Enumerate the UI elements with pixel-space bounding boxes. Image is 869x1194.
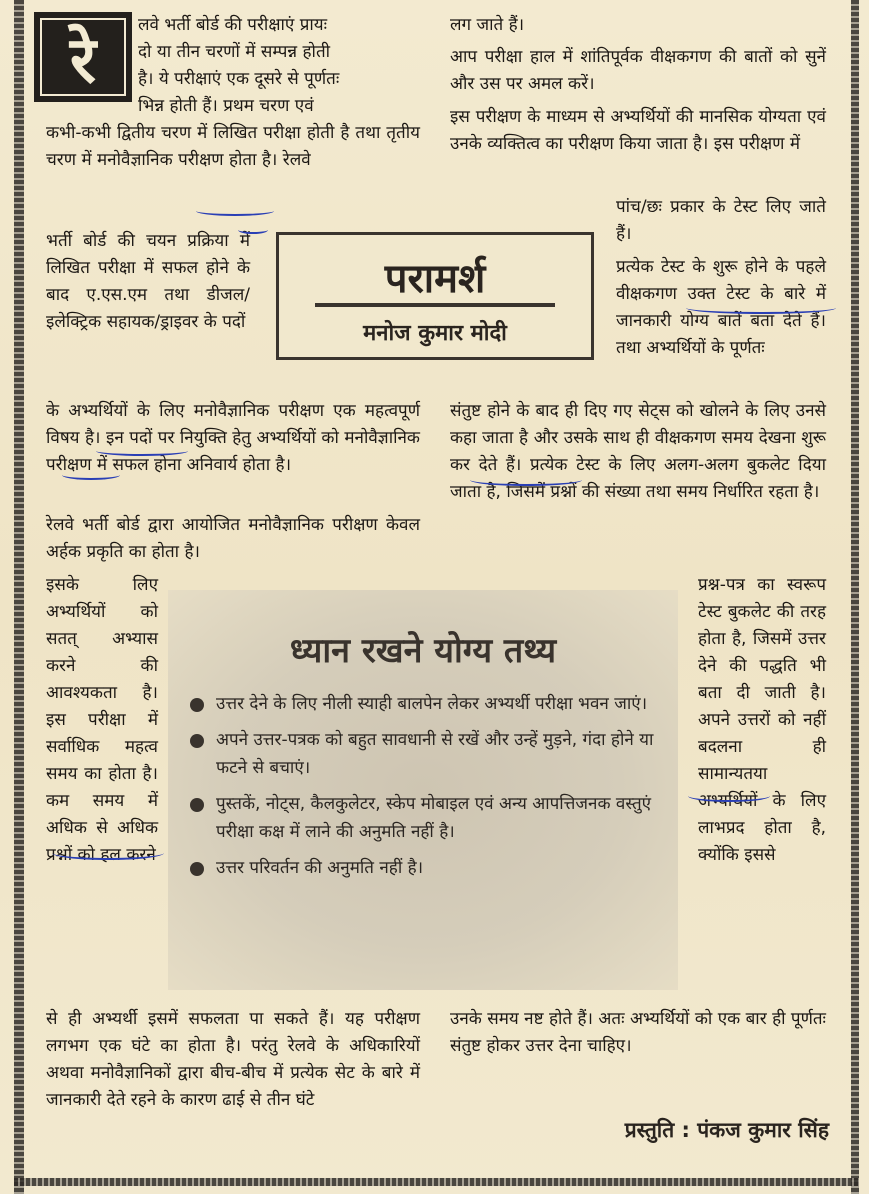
right-paragraph-3-narrow — [616, 194, 826, 250]
left-paragraph-4 — [46, 1006, 420, 1146]
pen-underline — [62, 470, 120, 480]
pen-underline — [470, 474, 582, 486]
list-item — [190, 690, 660, 718]
left-border — [14, 0, 24, 1194]
list-item-text: उत्तर परिवर्तन की अनुमति नहीं है। — [216, 858, 424, 878]
title-rule — [315, 303, 555, 307]
list-item — [190, 790, 660, 846]
pen-underline — [688, 790, 770, 802]
left-paragraph-4-narrow — [46, 572, 158, 1004]
intro-lines — [138, 12, 420, 120]
bullet-icon — [190, 734, 204, 748]
right-paragraph-2 — [450, 44, 826, 100]
intro-line: भिन्न होती हैं। प्रथम चरण एवं — [138, 96, 314, 116]
intro-line: दो या तीन चरणों में सम्पन्न होती — [138, 42, 331, 62]
list-item — [190, 726, 660, 782]
pen-underline — [686, 302, 836, 314]
pen-underline — [196, 206, 274, 216]
left-paragraph-1 — [46, 120, 420, 218]
right-border — [851, 0, 859, 1194]
pen-underline — [238, 226, 268, 234]
paragraph-text: प्रत्येक टेस्ट के शुरू होने के पहले वीक्षकगण उक्त टेस्ट के बारे में जानकारी योग्य बातें बता देते हैं। तथा अभ्यर्थियों के पूर्णतः — [616, 257, 826, 358]
facts-box — [168, 590, 678, 990]
paragraph-text: आप परीक्षा हाल में शांतिपूर्वक वीक्षकगण की बातों को सुनें और उस पर अमल करें। — [450, 47, 826, 94]
paragraph-text: प्रश्न-पत्र का स्वरूप टेस्ट बुकलेट की तरह होता है, जिसमें उत्तर देने की पद्धति भी बता दी जाती है। अपने उत्तरों को नहीं बदलना ही सामान्यतया अभ्यर्थियों के लिए लाभप्रद होता है, क्योंकि इससे — [698, 575, 826, 865]
article-author: मनोज कुमार मोदी — [363, 321, 507, 346]
paragraph-text: पांच/छः प्रकार के टेस्ट लिए जाते हैं। — [616, 197, 826, 244]
bullet-icon — [190, 862, 204, 876]
list-item-text: पुस्तकें, नोट्स, कैलकुलेटर, स्केप मोबाइल एवं अन्य आपत्तिजनक वस्तुएं परीक्षा कक्ष में लाने की अनुमति नहीं है। — [216, 794, 652, 842]
right-paragraph-5-narrow — [698, 572, 826, 1004]
left-paragraph-2-narrow — [46, 228, 250, 396]
paragraph-text: उनके समय नष्ट होते हैं। अतः अभ्यर्थियों को एक बार ही पूर्णतः संतुष्ट होकर उत्तर देना चाहिए। — [450, 1009, 826, 1056]
paragraph-text: के अभ्यर्थियों के लिए मनोवैज्ञानिक परीक्षण एक महत्वपूर्ण विषय है। इन पदों पर नियुक्ति हेतु अभ्यर्थियों को मनोवैज्ञानिक परीक्षण में सफल होना अनिवार्य होता है। — [46, 401, 420, 475]
facts-list — [190, 690, 660, 890]
left-paragraph-2 — [46, 398, 420, 510]
bullet-icon — [190, 798, 204, 812]
drop-cap-letter: रे — [69, 22, 97, 98]
paragraph-text: से ही अभ्यर्थी इसमें सफलता पा सकते हैं। यह परीक्षण लगभग एक घंटे का होता है। परंतु रेलवे के अधिकारियों अथवा मनोवैज्ञानिकों द्वारा बीच-बीच में प्रत्येक सेट के बारे में जानकारी देते रहने के कारण ढाई से तीन घंटे — [46, 1009, 420, 1110]
paragraph-text: लग जाते हैं। — [450, 15, 525, 35]
article-title: परामर्श — [384, 256, 486, 302]
intro-line: लवे भर्ती बोर्ड की परीक्षाएं प्रायः — [138, 15, 328, 35]
paragraph-text: इसके लिए अभ्यर्थियों को सतत् अभ्यास करने की आवश्यकता है। इस परीक्षा में सर्वाधिक महत्व समय का होता है। कम समय में अधिक से अधिक प्रश्नों को हल करने — [46, 575, 158, 865]
paragraph-text: कभी-कभी द्वितीय चरण में लिखित परीक्षा होती है तथा तृतीय चरण में मनोवैज्ञानिक परीक्षण होता है। रेलवे — [46, 123, 420, 170]
bottom-border — [14, 1178, 859, 1186]
paragraph-text: इस परीक्षण के माध्यम से अभ्यर्थियों की मानसिक योग्यता एवं उनके व्यक्तित्व का परीक्षण किया जाता है। इस परीक्षण में — [450, 107, 826, 154]
list-item-text: उत्तर देने के लिए नीली स्याही बालपेन लेकर अभ्यर्थी परीक्षा भवन जाएं। — [216, 694, 648, 714]
list-item — [190, 854, 660, 882]
pen-underline — [52, 846, 164, 860]
paragraph-text: रेलवे भर्ती बोर्ड द्वारा आयोजित मनोवैज्ञानिक परीक्षण केवल अर्हक प्रकृति का होता है। — [46, 515, 420, 562]
title-box — [276, 232, 594, 360]
drop-cap-frame — [40, 18, 126, 96]
right-paragraph-5 — [450, 1006, 826, 1090]
bullet-icon — [190, 698, 204, 712]
facts-box-title: ध्यान रखने योग्य तथ्य — [289, 631, 557, 671]
left-paragraph-3 — [46, 512, 420, 568]
right-paragraph-4-narrow — [616, 254, 826, 396]
list-item-text: अपने उत्तर-पत्रक को बहुत सावधानी से रखें और उन्हें मुड़ने, गंदा होने या फटने से बचाएं। — [216, 730, 654, 778]
paragraph-text: संतुष्ट होने के बाद ही दिए गए सेट्स को खोलने के लिए उनसे कहा जाता है और उसके साथ ही वीक्षकगण समय देखना शुरू कर देते हैं। प्रत्येक टेस्ट के लिए अलग-अलग बुकलेट दिया जाता है, जिसमें प्रश्नों की संख्या तथा समय निर्धारित रहता है। — [450, 401, 826, 502]
right-paragraph-1 — [450, 12, 826, 39]
intro-line: है। ये परीक्षाएं एक दूसरे से पूर्णतः — [138, 69, 340, 89]
pen-underline — [96, 446, 188, 456]
right-paragraph-3 — [450, 104, 826, 188]
article-credit: प्रस्तुति : पंकज कुमार सिंह — [624, 1118, 829, 1142]
paragraph-text: भर्ती बोर्ड की चयन प्रक्रिया में लिखित परीक्षा में सफल होने के बाद ए.एस.एम तथा डीजल/इलेक्ट्रिक सहायक/ड्राइवर के पदों — [46, 231, 250, 332]
drop-cap — [34, 12, 132, 102]
